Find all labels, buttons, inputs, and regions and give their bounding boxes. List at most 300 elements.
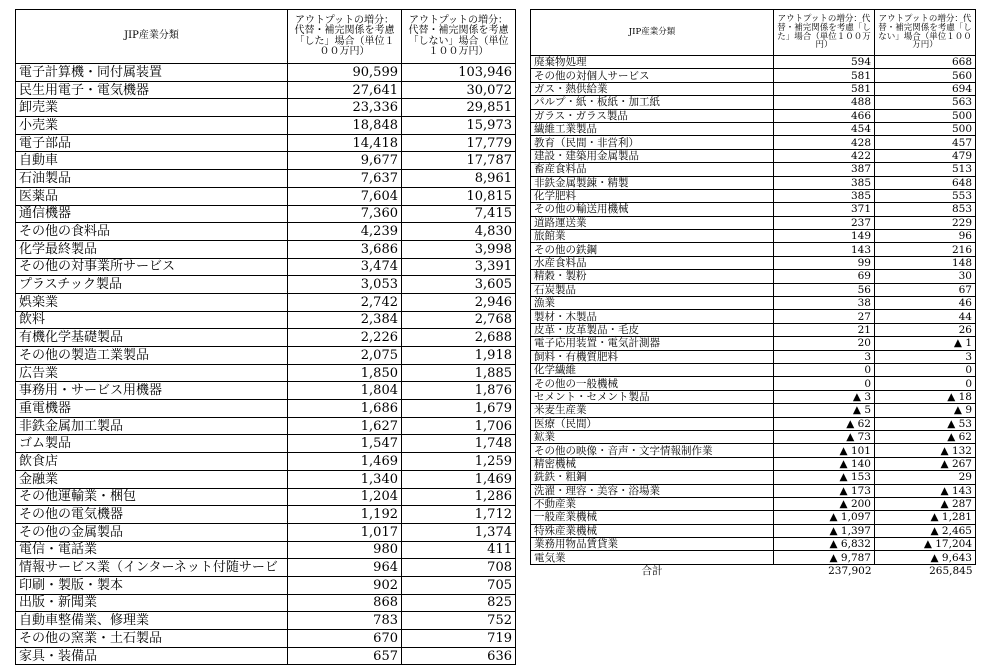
without-value-cell: 30,072 (402, 81, 516, 99)
table-row (531, 96, 976, 109)
without-value-cell: 513 (875, 163, 976, 176)
table-row (531, 176, 976, 189)
industry-cell: 銑鉄・粗鋼 (531, 471, 774, 484)
table-row (531, 444, 976, 457)
industry-cell: 飲食店 (16, 453, 288, 471)
with-value-cell: 1,850 (288, 364, 402, 382)
without-value-cell: 67 (875, 283, 976, 296)
total-label: 合計 (641, 565, 663, 578)
industry-cell: 非鉄金属加工製品 (16, 417, 288, 435)
without-value-cell: 457 (875, 136, 976, 149)
without-value-cell: ▲ 2,465 (875, 524, 976, 537)
industry-cell: 電気業 (531, 551, 774, 564)
with-value-cell: 27 (774, 310, 875, 323)
with-value-cell: ▲ 101 (774, 444, 875, 457)
without-value-cell: 411 (402, 541, 516, 559)
industry-cell: 印刷・製版・製本 (16, 576, 288, 594)
with-value-cell: 3,686 (288, 240, 402, 258)
without-value-cell: 1,885 (402, 364, 516, 382)
with-value-cell: 38 (774, 297, 875, 310)
industry-cell: 建設・建築用金属製品 (531, 149, 774, 162)
table-row (531, 551, 976, 564)
without-value-cell: 44 (875, 310, 976, 323)
industry-cell: 洗濯・理容・美容・浴場業 (531, 484, 774, 497)
industry-cell: その他の食料品 (16, 223, 288, 241)
with-value-cell: 143 (774, 243, 875, 256)
with-value-cell: ▲ 1,397 (774, 524, 875, 537)
industry-cell: その他の映像・音声・文字情報制作業 (531, 444, 774, 457)
with-value-cell: 237 (774, 216, 875, 229)
without-value-cell: 1,876 (402, 382, 516, 400)
with-value-cell: 371 (774, 203, 875, 216)
with-value-cell: ▲ 73 (774, 430, 875, 443)
with-value-cell: 657 (288, 647, 402, 665)
with-value-cell: 7,604 (288, 187, 402, 205)
without-value-cell: ▲ 1,281 (875, 511, 976, 524)
industry-cell: 廃棄物処理 (531, 56, 774, 69)
with-value-cell: ▲ 62 (774, 417, 875, 430)
without-value-cell: 29,851 (402, 99, 516, 117)
without-value-cell: 1,679 (402, 400, 516, 418)
industry-cell: セメント・セメント製品 (531, 390, 774, 403)
left-table (15, 9, 516, 665)
industry-cell: 精密機械 (531, 457, 774, 470)
with-value-cell: 18,848 (288, 117, 402, 135)
left-table-body (16, 64, 516, 665)
industry-cell: 石炭製品 (531, 283, 774, 296)
industry-cell: その他の一般機械 (531, 377, 774, 390)
with-value-cell: 149 (774, 230, 875, 243)
with-value-cell: ▲ 5 (774, 404, 875, 417)
industry-cell: 電子応用装置・電気計測器 (531, 337, 774, 350)
with-value-cell: ▲ 140 (774, 457, 875, 470)
with-value-cell: 466 (774, 109, 875, 122)
table-row (16, 523, 516, 541)
without-value-cell: 1,918 (402, 347, 516, 365)
with-value-cell: 27,641 (288, 81, 402, 99)
industry-cell: ゴム製品 (16, 435, 288, 453)
industry-cell: 化学最終製品 (16, 240, 288, 258)
with-value-cell: 99 (774, 256, 875, 269)
table-row (16, 576, 516, 594)
table-row (531, 350, 976, 363)
table-row (531, 122, 976, 135)
without-value-cell: ▲ 53 (875, 417, 976, 430)
industry-cell: 非鉄金属製錬・精製 (531, 176, 774, 189)
industry-cell: ガラス・ガラス製品 (531, 109, 774, 122)
without-value-cell: 1,286 (402, 488, 516, 506)
with-value-cell: 9,677 (288, 152, 402, 170)
table-row (16, 382, 516, 400)
without-value-cell: 1,374 (402, 523, 516, 541)
industry-cell: 石油製品 (16, 170, 288, 188)
total-row (531, 564, 976, 577)
table-row (16, 258, 516, 276)
col-without-header: アウトプットの増分：代替・補完関係を考慮「しない」場合（単位１００万円） (875, 10, 976, 56)
with-value-cell: ▲ 173 (774, 484, 875, 497)
table-row (531, 390, 976, 403)
industry-cell: その他の対事業所サービス (16, 258, 288, 276)
right-table-body (531, 56, 976, 565)
table-row (16, 612, 516, 630)
without-value-cell: 3,605 (402, 276, 516, 294)
with-value-cell: 902 (288, 576, 402, 594)
without-value-cell: 17,779 (402, 134, 516, 152)
without-value-cell: 30 (875, 270, 976, 283)
without-value-cell: 2,688 (402, 329, 516, 347)
with-value-cell: 0 (774, 363, 875, 376)
without-value-cell: 694 (875, 82, 976, 95)
table-row (531, 430, 976, 443)
without-value-cell: 3 (875, 350, 976, 363)
industry-cell: 民生用電子・電気機器 (16, 81, 288, 99)
table-row (16, 170, 516, 188)
table-row (16, 541, 516, 559)
industry-cell: 出版・新聞業 (16, 594, 288, 612)
without-value-cell: ▲ 132 (875, 444, 976, 457)
industry-cell: 旅館業 (531, 230, 774, 243)
with-value-cell: 7,637 (288, 170, 402, 188)
industry-cell: 畜産食料品 (531, 163, 774, 176)
industry-cell: 製材・木製品 (531, 310, 774, 323)
table-row (531, 230, 976, 243)
table-row (531, 270, 976, 283)
right-table (530, 9, 976, 577)
industry-cell: その他の金属製品 (16, 523, 288, 541)
with-value-cell: ▲ 6,832 (774, 538, 875, 551)
table-row (16, 134, 516, 152)
industry-cell: 電子計算機・同付属装置 (16, 64, 288, 82)
without-value-cell: 7,415 (402, 205, 516, 223)
table-row (531, 457, 976, 470)
without-value-cell: 3,391 (402, 258, 516, 276)
without-value-cell: 719 (402, 630, 516, 648)
with-value-cell: 2,075 (288, 347, 402, 365)
with-value-cell: 14,418 (288, 134, 402, 152)
without-value-cell: 563 (875, 96, 976, 109)
without-value-cell: 29 (875, 471, 976, 484)
with-value-cell: 3,474 (288, 258, 402, 276)
without-value-cell: 216 (875, 243, 976, 256)
industry-cell: 重電機器 (16, 400, 288, 418)
col-industry-header: JIP産業分類 (16, 10, 288, 64)
table-row (531, 189, 976, 202)
industry-cell: パルプ・紙・板紙・加工紙 (531, 96, 774, 109)
industry-cell: 通信機器 (16, 205, 288, 223)
industry-cell: 鉱業 (531, 430, 774, 443)
without-value-cell: ▲ 9,643 (875, 551, 976, 564)
industry-cell: 米麦生産業 (531, 404, 774, 417)
industry-cell: 自動車整備業、修理業 (16, 612, 288, 630)
without-value-cell: ▲ 62 (875, 430, 976, 443)
table-row (16, 435, 516, 453)
with-value-cell: 964 (288, 559, 402, 577)
table-row (16, 205, 516, 223)
table-row (531, 109, 976, 122)
col-without-header: アウトプットの増分：代替・補完関係を考慮「しない」場合（単位１００万円） (402, 10, 516, 64)
without-value-cell: ▲ 143 (875, 484, 976, 497)
table-row (16, 453, 516, 471)
total-with: 237,902 (828, 565, 872, 578)
without-value-cell: 2,768 (402, 311, 516, 329)
without-value-cell: ▲ 267 (875, 457, 976, 470)
with-value-cell: 1,340 (288, 470, 402, 488)
table-row (531, 283, 976, 296)
industry-cell: 事務用・サービス用機器 (16, 382, 288, 400)
industry-cell: 水産食料品 (531, 256, 774, 269)
with-value-cell: 783 (288, 612, 402, 630)
industry-cell: 広告業 (16, 364, 288, 382)
industry-cell: その他運輸業・梱包 (16, 488, 288, 506)
industry-cell: 医薬品 (16, 187, 288, 205)
with-value-cell: 422 (774, 149, 875, 162)
without-value-cell: 1,706 (402, 417, 516, 435)
industry-cell: その他の対個人サービス (531, 69, 774, 82)
table-row (16, 187, 516, 205)
with-value-cell: 1,192 (288, 506, 402, 524)
without-value-cell: 46 (875, 297, 976, 310)
table-row (16, 506, 516, 524)
table-row (16, 647, 516, 665)
without-value-cell: 96 (875, 230, 976, 243)
without-value-cell: 8,961 (402, 170, 516, 188)
industry-cell: その他の電気機器 (16, 506, 288, 524)
with-value-cell: 581 (774, 82, 875, 95)
table-row (16, 64, 516, 82)
table-row (531, 310, 976, 323)
table-row (16, 559, 516, 577)
without-value-cell: 752 (402, 612, 516, 630)
table-row (531, 203, 976, 216)
without-value-cell: 1,712 (402, 506, 516, 524)
right-header-row (531, 10, 976, 56)
without-value-cell: 0 (875, 377, 976, 390)
without-value-cell: 3,998 (402, 240, 516, 258)
table-row (16, 81, 516, 99)
industry-cell: プラスチック製品 (16, 276, 288, 294)
table-row (531, 538, 976, 551)
industry-cell: 業務用物品賃貸業 (531, 538, 774, 551)
table-row (16, 364, 516, 382)
with-value-cell: 980 (288, 541, 402, 559)
with-value-cell: 1,547 (288, 435, 402, 453)
without-value-cell: 708 (402, 559, 516, 577)
without-value-cell: 0 (875, 363, 976, 376)
industry-cell: 繊維工業製品 (531, 122, 774, 135)
table-row (16, 417, 516, 435)
industry-cell: 医療（民間） (531, 417, 774, 430)
without-value-cell: 4,830 (402, 223, 516, 241)
col-with-header: アウトプットの増分：代替・補完関係を考慮「した」場合（単位１００万円） (774, 10, 875, 56)
industry-cell: 化学繊維 (531, 363, 774, 376)
without-value-cell: 1,469 (402, 470, 516, 488)
with-value-cell: 868 (288, 594, 402, 612)
with-value-cell: 4,239 (288, 223, 402, 241)
with-value-cell: 0 (774, 377, 875, 390)
with-value-cell: 21 (774, 323, 875, 336)
table-row (16, 276, 516, 294)
without-value-cell: 668 (875, 56, 976, 69)
without-value-cell: 648 (875, 176, 976, 189)
table-row (531, 82, 976, 95)
without-value-cell: 15,973 (402, 117, 516, 135)
industry-cell: 自動車 (16, 152, 288, 170)
with-value-cell: 2,226 (288, 329, 402, 347)
with-value-cell: ▲ 1,097 (774, 511, 875, 524)
without-value-cell: 500 (875, 109, 976, 122)
with-value-cell: 23,336 (288, 99, 402, 117)
without-value-cell: 705 (402, 576, 516, 594)
table-row (531, 297, 976, 310)
table-row (531, 484, 976, 497)
table-row (16, 240, 516, 258)
table-row (16, 99, 516, 117)
table-row (531, 69, 976, 82)
table-row (16, 329, 516, 347)
table-row (531, 511, 976, 524)
table-row (16, 311, 516, 329)
with-value-cell: 56 (774, 283, 875, 296)
with-value-cell: ▲ 9,787 (774, 551, 875, 564)
with-value-cell: 20 (774, 337, 875, 350)
industry-cell: 飼料・有機質肥料 (531, 350, 774, 363)
without-value-cell: 1,259 (402, 453, 516, 471)
with-value-cell: 488 (774, 96, 875, 109)
industry-cell: その他の窯業・土石製品 (16, 630, 288, 648)
with-value-cell: 594 (774, 56, 875, 69)
table-row (531, 377, 976, 390)
industry-cell: 皮革・皮革製品・毛皮 (531, 323, 774, 336)
without-value-cell: 560 (875, 69, 976, 82)
with-value-cell: 1,686 (288, 400, 402, 418)
with-value-cell: 428 (774, 136, 875, 149)
industry-cell: 漁業 (531, 297, 774, 310)
with-value-cell: 385 (774, 176, 875, 189)
with-value-cell: 454 (774, 122, 875, 135)
without-value-cell: 17,787 (402, 152, 516, 170)
left-header-row (16, 10, 516, 64)
without-value-cell: 148 (875, 256, 976, 269)
without-value-cell: 10,815 (402, 187, 516, 205)
with-value-cell: 3 (774, 350, 875, 363)
industry-cell: 電信・電話業 (16, 541, 288, 559)
table-row (531, 524, 976, 537)
without-value-cell: 1,748 (402, 435, 516, 453)
table-row (531, 323, 976, 336)
without-value-cell: 553 (875, 189, 976, 202)
without-value-cell: 636 (402, 647, 516, 665)
table-row (531, 243, 976, 256)
without-value-cell: ▲ 18 (875, 390, 976, 403)
table-row (16, 152, 516, 170)
with-value-cell: 90,599 (288, 64, 402, 82)
table-row (531, 363, 976, 376)
total-without: 265,845 (929, 565, 973, 578)
table-row (531, 404, 976, 417)
industry-cell: 情報サービス業（インターネット付随サービ (16, 559, 288, 577)
with-value-cell: 69 (774, 270, 875, 283)
industry-cell: 化学肥料 (531, 189, 774, 202)
industry-cell: その他の製造工業製品 (16, 347, 288, 365)
table-row (16, 293, 516, 311)
table-row (16, 470, 516, 488)
industry-cell: 家具・装備品 (16, 647, 288, 665)
with-value-cell: 1,017 (288, 523, 402, 541)
industry-cell: 不動産業 (531, 497, 774, 510)
table-row (16, 488, 516, 506)
without-value-cell: ▲ 17,204 (875, 538, 976, 551)
without-value-cell: 2,946 (402, 293, 516, 311)
with-value-cell: 1,804 (288, 382, 402, 400)
with-value-cell: ▲ 200 (774, 497, 875, 510)
with-value-cell: 1,469 (288, 453, 402, 471)
industry-cell: 卸売業 (16, 99, 288, 117)
table-row (16, 630, 516, 648)
without-value-cell: 229 (875, 216, 976, 229)
with-value-cell: 1,627 (288, 417, 402, 435)
without-value-cell: 479 (875, 149, 976, 162)
industry-cell: 教育（民間・非営利） (531, 136, 774, 149)
industry-cell: その他の鉄鋼 (531, 243, 774, 256)
table-row (531, 163, 976, 176)
with-value-cell: 581 (774, 69, 875, 82)
with-value-cell: ▲ 153 (774, 471, 875, 484)
with-value-cell: 3,053 (288, 276, 402, 294)
industry-cell: ガス・熱供給業 (531, 82, 774, 95)
without-value-cell: 825 (402, 594, 516, 612)
with-value-cell: 7,360 (288, 205, 402, 223)
with-value-cell: 2,742 (288, 293, 402, 311)
table-row (16, 594, 516, 612)
col-with-header: アウトプットの増分：代替・補完関係を考慮「した」場合（単位１００万円） (288, 10, 402, 64)
table-row (16, 347, 516, 365)
table-row (16, 223, 516, 241)
without-value-cell: 853 (875, 203, 976, 216)
without-value-cell: 103,946 (402, 64, 516, 82)
industry-cell: 小売業 (16, 117, 288, 135)
without-value-cell: ▲ 1 (875, 337, 976, 350)
industry-cell: 金融業 (16, 470, 288, 488)
industry-cell: その他の輸送用機械 (531, 203, 774, 216)
table-row (531, 216, 976, 229)
industry-cell: 道路運送業 (531, 216, 774, 229)
industry-cell: 飲料 (16, 311, 288, 329)
table-row (531, 136, 976, 149)
without-value-cell: 500 (875, 122, 976, 135)
industry-cell: 有機化学基礎製品 (16, 329, 288, 347)
industry-cell: 一般産業機械 (531, 511, 774, 524)
industry-cell: 特殊産業機械 (531, 524, 774, 537)
industry-cell: 娯楽業 (16, 293, 288, 311)
without-value-cell: ▲ 9 (875, 404, 976, 417)
table-row (531, 417, 976, 430)
table-row (531, 56, 976, 69)
with-value-cell: 385 (774, 189, 875, 202)
industry-cell: 電子部品 (16, 134, 288, 152)
col-industry-header: JIP産業分類 (531, 10, 774, 56)
with-value-cell: 1,204 (288, 488, 402, 506)
table-row (531, 497, 976, 510)
with-value-cell: ▲ 3 (774, 390, 875, 403)
table-row (16, 117, 516, 135)
table-row (531, 337, 976, 350)
without-value-cell: 26 (875, 323, 976, 336)
table-row (16, 400, 516, 418)
industry-cell: 精穀・製粉 (531, 270, 774, 283)
with-value-cell: 387 (774, 163, 875, 176)
table-row (531, 471, 976, 484)
table-row (531, 256, 976, 269)
